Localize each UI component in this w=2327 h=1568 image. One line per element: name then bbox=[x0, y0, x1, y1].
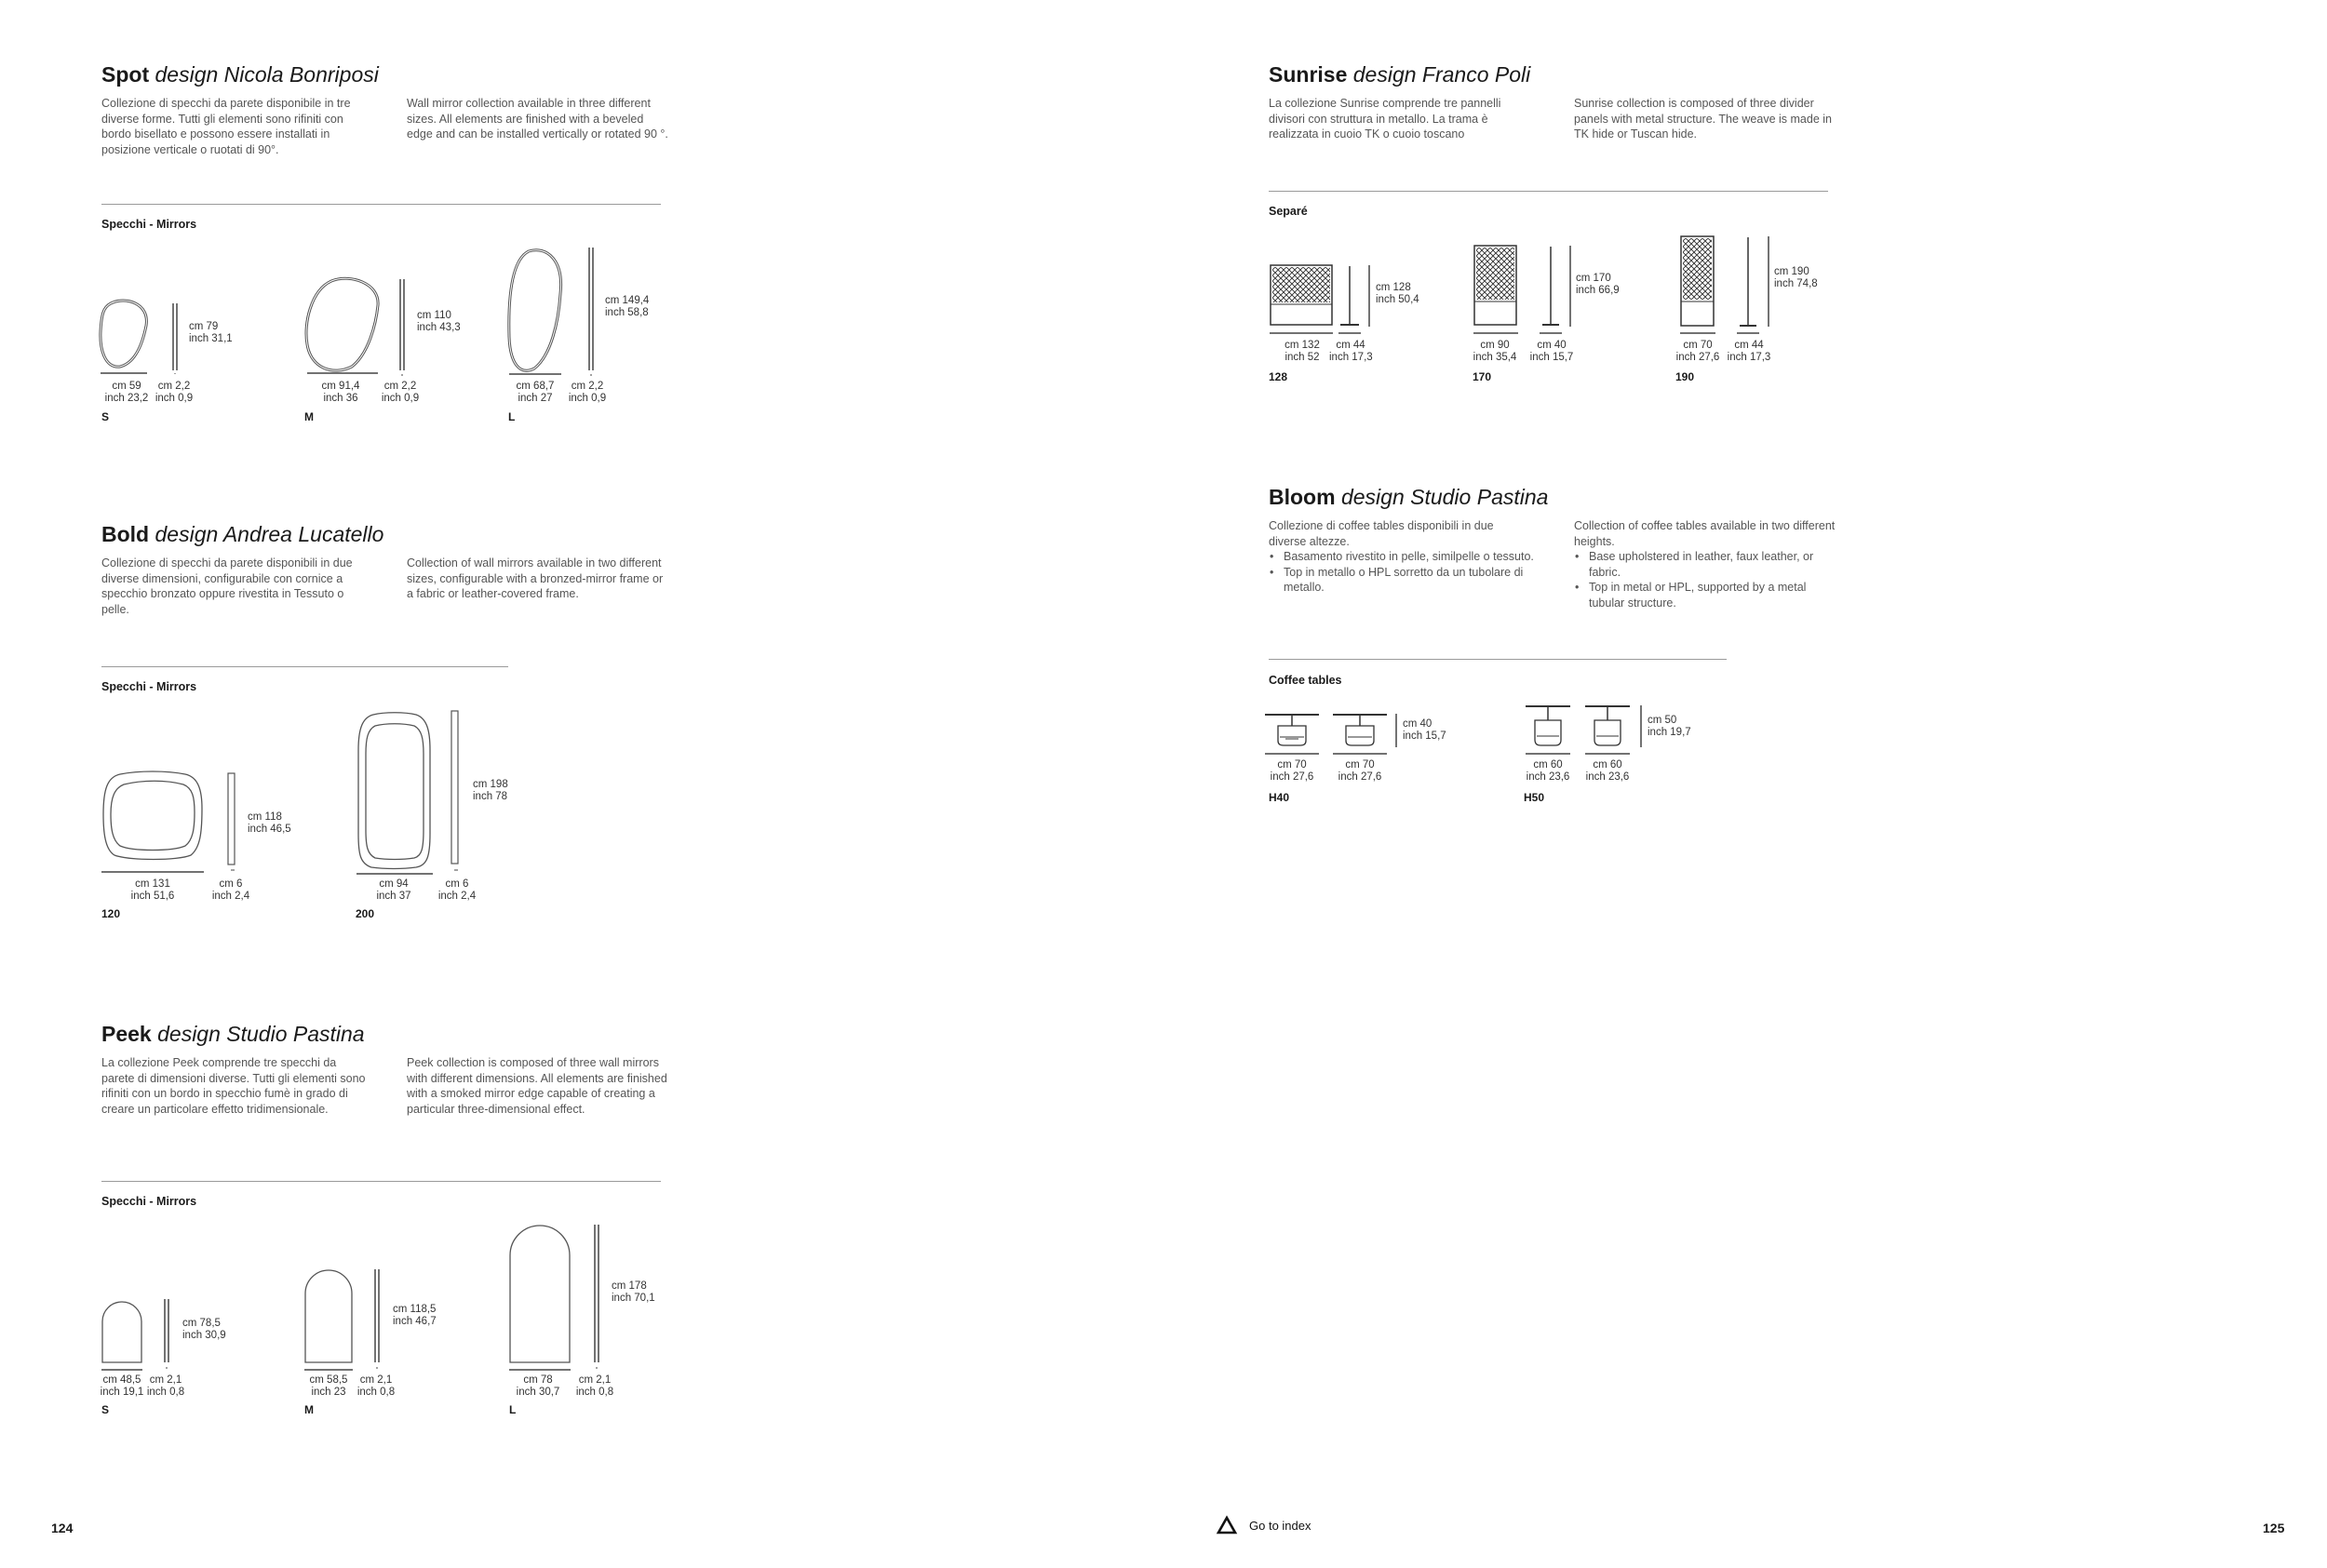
peek-desc-en: Peek collection is composed of three wall mirrors with different dimensions. All elements are finished with a smoked mirror edge capable of creating a particular three-dimensional effect. bbox=[407, 1056, 667, 1116]
bold-120-depth: cm 6 inch 2,4 bbox=[211, 878, 250, 902]
bold-200-side bbox=[451, 711, 464, 876]
sunrise-170-side bbox=[1538, 245, 1566, 335]
bold-200-width: cm 94 inch 37 bbox=[376, 878, 411, 902]
bold-title bbox=[101, 521, 383, 547]
peek-l-depth: cm 2,1 inch 0,8 bbox=[575, 1374, 614, 1398]
spot-s-height: cm 79 inch 31,1 bbox=[189, 321, 233, 344]
peek-m-depth: cm 2,1 inch 0,8 bbox=[356, 1374, 396, 1398]
spot-l-width: cm 68,7 inch 27 bbox=[516, 381, 555, 404]
spot-m-side bbox=[398, 279, 417, 376]
sunrise-170-depth: cm 40 inch 15,7 bbox=[1529, 340, 1574, 363]
designer: design Andrea Lucatello bbox=[155, 522, 384, 546]
bloom-title bbox=[1269, 484, 1548, 510]
product-name: Spot bbox=[101, 62, 150, 87]
spot-l-height: cm 149,4 inch 58,8 bbox=[605, 295, 650, 318]
product-name: Bloom bbox=[1269, 485, 1336, 509]
spot-s-width: cm 59 inch 23,2 bbox=[104, 381, 149, 404]
peek-s-height: cm 78,5 inch 30,9 bbox=[182, 1318, 226, 1341]
product-name: Peek bbox=[101, 1022, 152, 1046]
bold-120-size: 120 bbox=[101, 907, 121, 920]
sunrise-128-depth: cm 44 inch 17,3 bbox=[1329, 340, 1373, 363]
section-label: Specchi - Mirrors bbox=[101, 680, 197, 693]
peek-m-size: M bbox=[304, 1403, 314, 1416]
divider bbox=[1269, 659, 1727, 660]
spot-desc-en: Wall mirror collection available in three different sizes. All elements are finished with a beveled edge and can be installed vertically or rotated 90 °. bbox=[407, 97, 668, 141]
bullet-item: • Basamento rivestito in pelle, similpelle o tessuto. bbox=[1284, 549, 1534, 565]
spot-m-width: cm 91,4 inch 36 bbox=[321, 381, 360, 404]
bloom-h40-front bbox=[1263, 713, 1321, 756]
spot-s-size: S bbox=[101, 410, 110, 423]
bold-200-size: 200 bbox=[356, 907, 375, 920]
divider bbox=[101, 1181, 661, 1182]
bloom-h50-side bbox=[1583, 704, 1632, 756]
spot-desc-it: Collezione di specchi da parete disponibile in tre diverse forme. Tutti gli elementi sono rifiniti con bordo bisellato e possono essere installati in posizione verticale o ruotati di 90°. bbox=[101, 97, 351, 156]
sunrise-128-size: 128 bbox=[1269, 370, 1288, 383]
bloom-h50-size: H50 bbox=[1524, 791, 1545, 804]
bold-desc-it: Collezione di specchi da parete disponibili in due diverse dimensioni, configurabile con cornice a specchio bronzato oppure rivestita in Tessuto o pelle. bbox=[101, 556, 353, 616]
sunrise-128-side bbox=[1337, 264, 1365, 335]
peek-l-width: cm 78 inch 30,7 bbox=[516, 1374, 560, 1398]
bloom-h50-front bbox=[1524, 704, 1572, 756]
peek-m-side bbox=[373, 1269, 392, 1372]
bold-200-height: cm 198 inch 78 bbox=[473, 779, 508, 802]
bloom-h40-side bbox=[1331, 713, 1389, 756]
bold-120-width: cm 131 inch 51,6 bbox=[130, 878, 175, 902]
bold-200-depth: cm 6 inch 2,4 bbox=[437, 878, 477, 902]
spot-m-depth: cm 2,2 inch 0,9 bbox=[381, 381, 420, 404]
bloom-h50-width-2: cm 60 inch 23,6 bbox=[1585, 759, 1630, 783]
sunrise-170-size: 170 bbox=[1473, 370, 1492, 383]
peek-s-width: cm 48,5 inch 19,1 bbox=[100, 1374, 144, 1398]
designer: design Nicola Bonriposi bbox=[155, 62, 379, 87]
bold-desc-en: Collection of wall mirrors available in two different sizes, configurable with a bronzed-mirror frame or a fabric or leather-covered frame. bbox=[407, 556, 664, 600]
page-number-right: 125 bbox=[2263, 1521, 2285, 1535]
bloom-h50-height-line bbox=[1640, 705, 1644, 747]
go-to-index-label[interactable]: Go to index bbox=[1249, 1518, 1311, 1533]
sunrise-title bbox=[1269, 61, 1530, 87]
peek-s-size: S bbox=[101, 1403, 110, 1416]
sunrise-desc-en: Sunrise collection is composed of three divider panels with metal structure. The weave is made in TK hide or Tuscan hide. bbox=[1574, 97, 1832, 141]
sunrise-190-drawing bbox=[1680, 235, 1715, 335]
section-label: Separé bbox=[1269, 205, 1308, 218]
divider bbox=[1269, 191, 1828, 192]
peek-title bbox=[101, 1021, 365, 1047]
product-name: Sunrise bbox=[1269, 62, 1348, 87]
spot-m-height: cm 110 inch 43,3 bbox=[417, 310, 461, 333]
sunrise-170-drawing bbox=[1473, 245, 1518, 335]
sunrise-170-height: cm 170 inch 66,9 bbox=[1576, 273, 1620, 296]
sunrise-170-height-line bbox=[1569, 246, 1573, 327]
designer: design Franco Poli bbox=[1352, 62, 1531, 87]
bullet-item: • Top in metal or HPL, supported by a metal tubular structure. bbox=[1589, 580, 1839, 610]
spot-l-side bbox=[587, 248, 606, 376]
peek-l-drawing bbox=[509, 1226, 571, 1372]
section-label: Specchi - Mirrors bbox=[101, 218, 197, 231]
designer: design Studio Pastina bbox=[157, 1022, 365, 1046]
spot-l-size: L bbox=[508, 410, 516, 423]
sunrise-190-height: cm 190 inch 74,8 bbox=[1774, 266, 1818, 289]
spot-s-depth: cm 2,2 inch 0,9 bbox=[155, 381, 194, 404]
bloom-h40-width-1: cm 70 inch 27,6 bbox=[1270, 759, 1314, 783]
divider bbox=[101, 666, 508, 667]
product-name: Bold bbox=[101, 522, 150, 546]
peek-desc-it: La collezione Peek comprende tre specchi da parete di dimensioni diverse. Tutti gli elementi sono rifiniti con un bordo in specchio fumè in grado di creare un particolare effetto tridimensionale. bbox=[101, 1056, 366, 1116]
sunrise-190-size: 190 bbox=[1675, 370, 1695, 383]
bloom-h50-width-1: cm 60 inch 23,6 bbox=[1526, 759, 1570, 783]
sunrise-190-side bbox=[1735, 235, 1763, 335]
bullet-item: • Base upholstered in leather, faux leather, or fabric. bbox=[1589, 549, 1839, 580]
peek-s-side bbox=[163, 1299, 182, 1372]
bloom-h50-height: cm 50 inch 19,7 bbox=[1648, 715, 1691, 738]
spot-title bbox=[101, 61, 379, 87]
bloom-h40-height: cm 40 inch 15,7 bbox=[1403, 718, 1446, 742]
page-number-left: 124 bbox=[51, 1521, 74, 1535]
bloom-h40-width-2: cm 70 inch 27,6 bbox=[1338, 759, 1382, 783]
spot-m-drawing bbox=[303, 277, 382, 374]
sunrise-190-height-line bbox=[1768, 236, 1771, 327]
bullet-item: • Top in metallo o HPL sorretto da un tubolare di metallo. bbox=[1284, 565, 1534, 596]
peek-l-height: cm 178 inch 70,1 bbox=[612, 1280, 655, 1304]
spot-m-size: M bbox=[304, 410, 314, 423]
sunrise-desc-it: La collezione Sunrise comprende tre pannelli divisori con struttura in metallo. La trama è realizzata in cuoio TK o cuoio toscano bbox=[1269, 97, 1501, 141]
peek-m-width: cm 58,5 inch 23 bbox=[309, 1374, 348, 1398]
triangle-logo-icon[interactable] bbox=[1217, 1517, 1236, 1534]
peek-m-drawing bbox=[304, 1269, 353, 1372]
peek-l-size: L bbox=[509, 1403, 517, 1416]
section-label: Coffee tables bbox=[1269, 674, 1342, 687]
go-to-index-link[interactable] bbox=[1217, 1517, 1311, 1534]
peek-l-side bbox=[593, 1225, 612, 1372]
sunrise-190-depth: cm 44 inch 17,3 bbox=[1727, 340, 1771, 363]
sunrise-128-width: cm 132 inch 52 bbox=[1285, 340, 1320, 363]
bloom-h40-height-line bbox=[1395, 714, 1399, 747]
spot-s-side bbox=[171, 303, 190, 374]
designer: design Studio Pastina bbox=[1340, 485, 1549, 509]
sunrise-128-drawing bbox=[1270, 264, 1335, 335]
peek-s-drawing bbox=[101, 1301, 142, 1372]
peek-s-depth: cm 2,1 inch 0,8 bbox=[146, 1374, 185, 1398]
bold-200-drawing bbox=[356, 713, 433, 876]
spot-l-depth: cm 2,2 inch 0,9 bbox=[568, 381, 607, 404]
sunrise-128-height-line bbox=[1368, 265, 1372, 327]
bloom-desc-en: Collection of coffee tables available in two different heights. • Base upholstered in leather, faux leather, or fabric. • Top in metal or HPL, supported by a metal tubular structure. bbox=[1574, 518, 1839, 610]
bloom-desc-it: Collezione di coffee tables disponibili in due diverse altezze. • Basamento rivestito in pelle, similpelle o tessuto. • Top in metallo o HPL sorretto da un tubolare di metallo. bbox=[1269, 518, 1534, 596]
divider bbox=[101, 204, 661, 205]
bold-120-drawing bbox=[101, 771, 204, 874]
spot-l-drawing bbox=[506, 248, 566, 376]
section-label: Specchi - Mirrors bbox=[101, 1195, 197, 1208]
spot-s-drawing bbox=[98, 298, 154, 372]
bold-120-side bbox=[227, 773, 240, 876]
sunrise-128-height: cm 128 inch 50,4 bbox=[1376, 282, 1419, 305]
peek-m-height: cm 118,5 inch 46,7 bbox=[393, 1304, 437, 1327]
sunrise-170-width: cm 90 inch 35,4 bbox=[1473, 340, 1517, 363]
bold-120-height: cm 118 inch 46,5 bbox=[248, 811, 291, 835]
bloom-h40-size: H40 bbox=[1269, 791, 1290, 804]
sunrise-190-width: cm 70 inch 27,6 bbox=[1675, 340, 1720, 363]
